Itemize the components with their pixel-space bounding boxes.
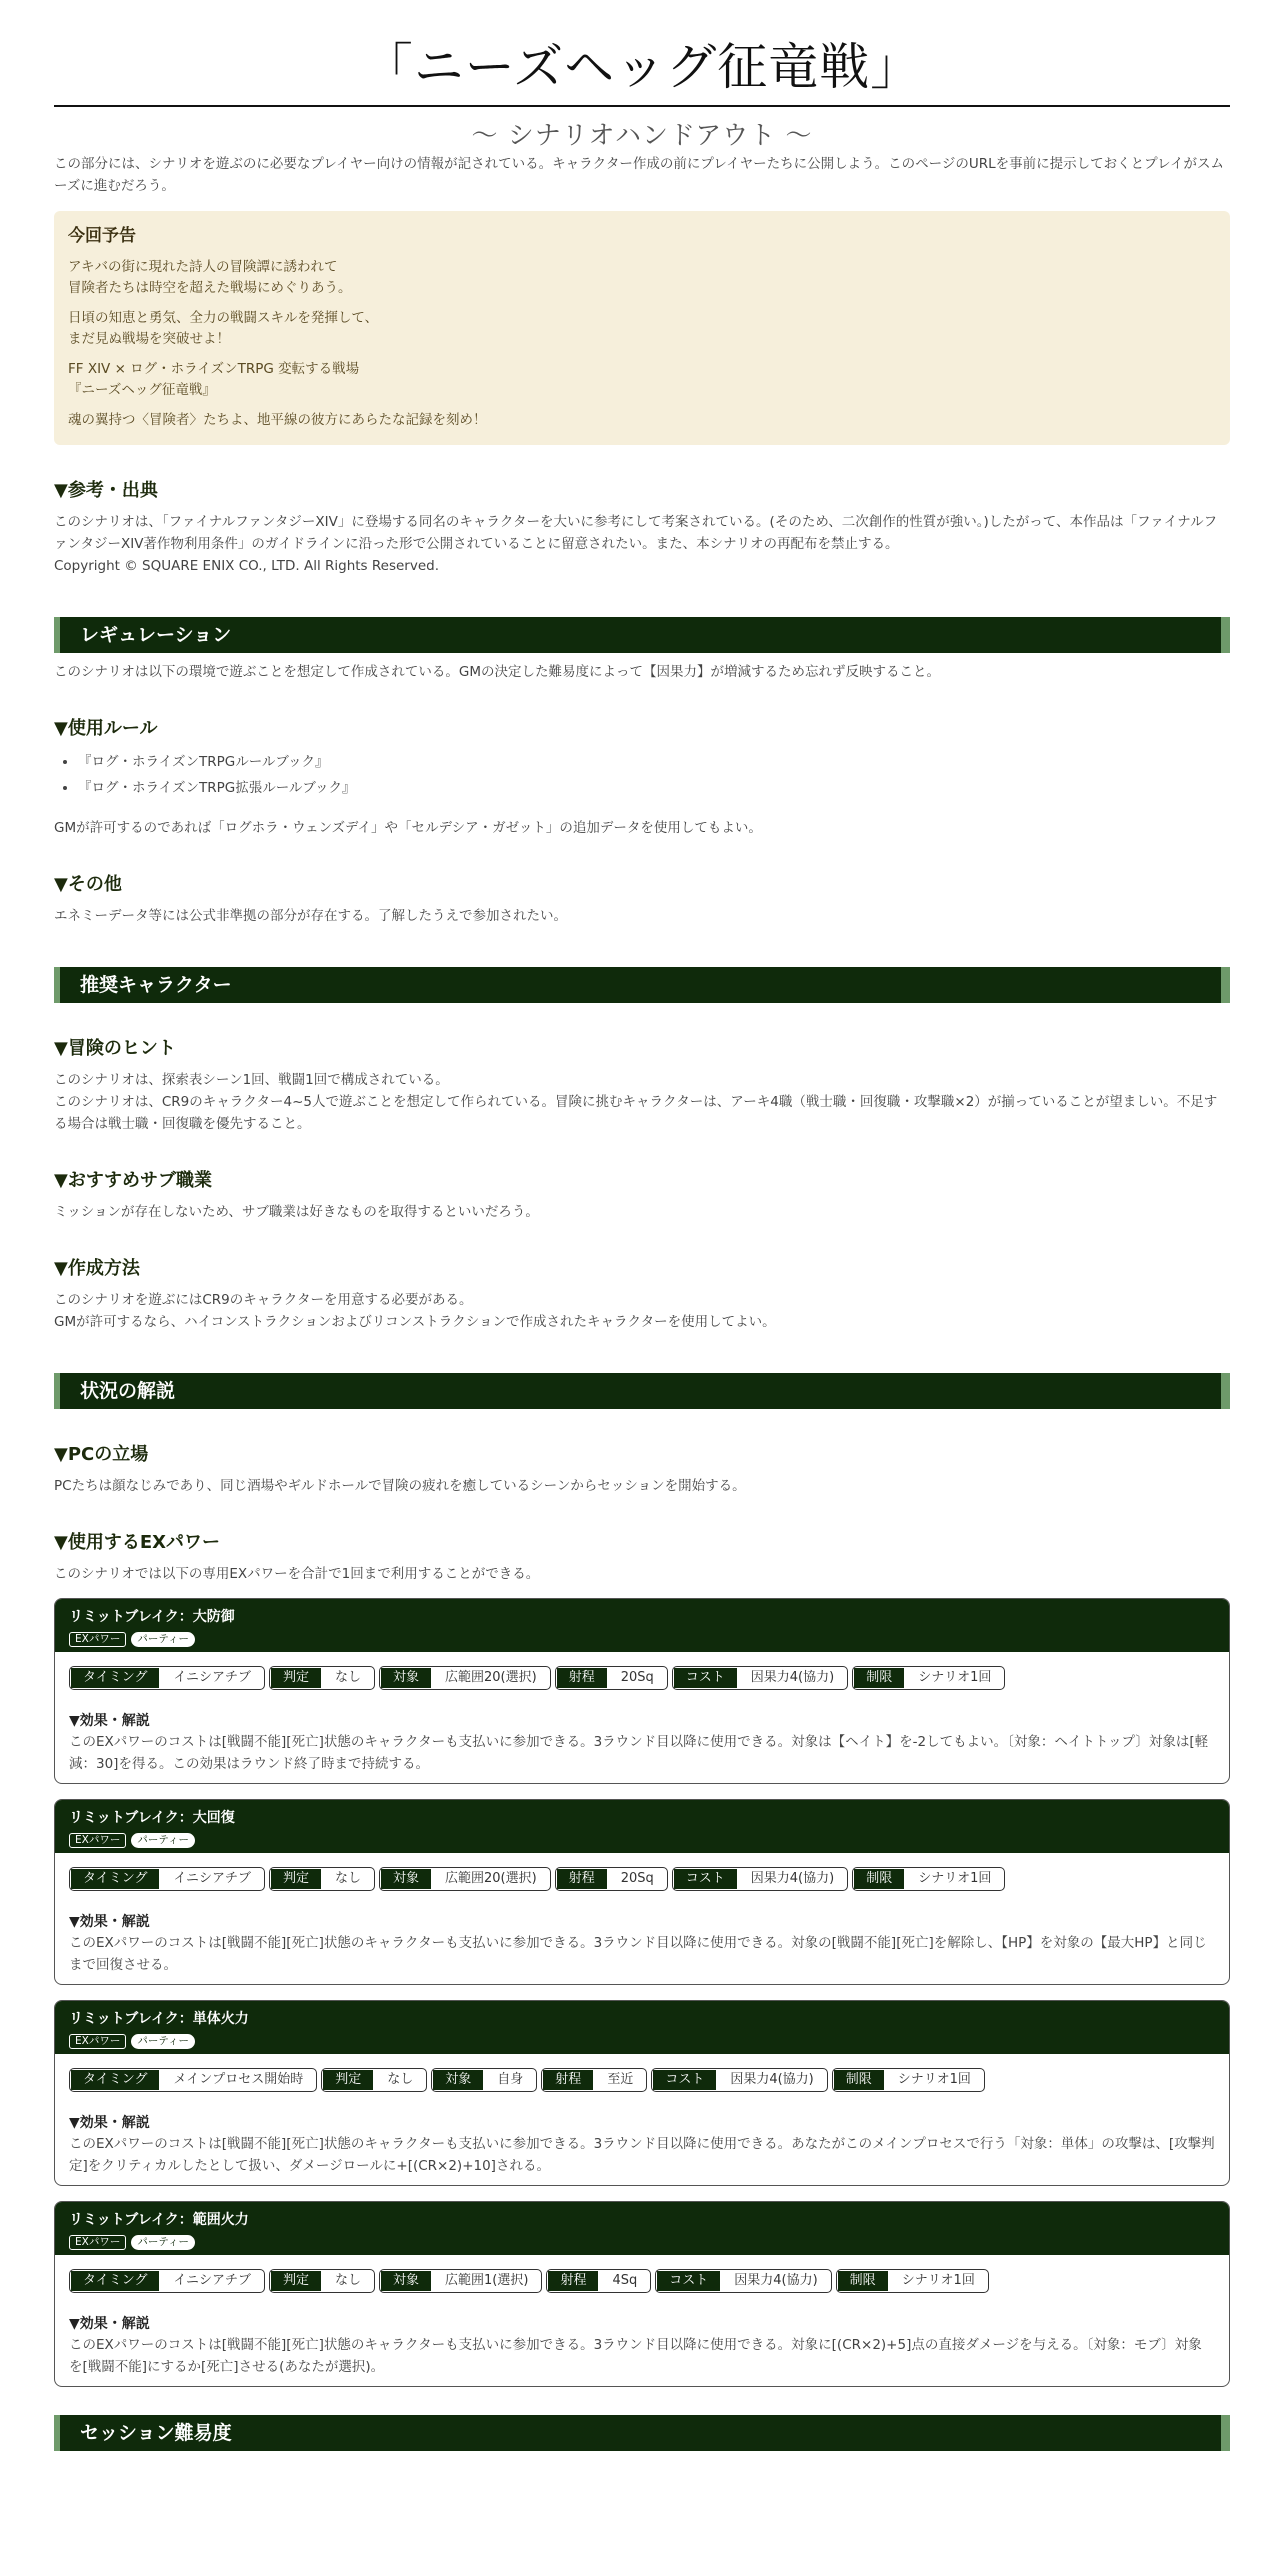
list-item: • 『ログ・ホライズンTRPGルールブック』 [78,749,1230,775]
notice-line: 『ニーズヘッグ征竜戦』 [68,382,216,398]
hint-heading: ▼冒険のヒント [54,1038,176,1059]
power-name: リミットブレイク：大防御 [69,1609,235,1625]
spec-value: 因果力4(協力) [750,1670,835,1685]
spec-item [555,1867,668,1891]
reference-text: このシナリオは、「ファイナルファンタジーXIV」に登場する同名のキャラクターを大いに参考にして考案されている。(そのため、二次創作的性質が強い。)したがって、本作品は「ファイナルファンタジーXIV著作物利用条件」のガイドラインに沿った形で公開されていることに留意されたい。また、本シナリオの再配布を禁止する。 [54,514,1218,552]
effect-heading: ▼効果・解説 [69,2115,150,2131]
spec-row [69,1666,1215,1690]
spec-value: 広範囲1(選択) [445,2273,529,2288]
ex-power-card [54,1799,1230,1985]
spec-value: なし [387,2072,414,2087]
spec-value: 20Sq [620,1871,654,1886]
spec-item [672,1867,848,1891]
spec-row [69,1867,1215,1891]
pc-text: PCたちは顔なじみであり、同じ酒場やギルドホールで冒険の疲れを癒しているシーンからセッションを開始する。 [54,1478,746,1494]
power-tag: EXパワー [69,1833,126,1848]
page-title: 「ニーズヘッグ征竜戦」 [362,38,922,96]
reference-heading: ▼参考・出典 [54,480,158,501]
spec-item [836,2269,989,2293]
title-divider [54,105,1230,107]
power-tags [69,1632,1215,1647]
spec-value: イニシアチブ [173,2273,251,2288]
spec-key: 対象 [433,2070,483,2090]
effect-text: このEXパワーのコストは[戦闘不能][死亡]状態のキャラクターも支払いに参加できる。3ラウンド目以降に使用できる。あなたがこのメインプロセスで行う「対象：単体」の攻撃は、[攻撃判定]をクリティカルしたとして扱い、ダメージロールに+[(CR×2)+10]される。 [69,2136,1215,2174]
spec-item [546,2269,651,2293]
situation-section [54,1373,1230,1585]
power-tags [69,2034,1215,2049]
card-header [55,2202,1229,2255]
spec-key: 射程 [557,1668,607,1688]
rules-heading: ▼使用ルール [54,718,158,739]
notice-title: 今回予告 [68,226,136,246]
spec-value: なし [334,1871,361,1886]
spec-item [269,1867,375,1891]
effect-text: このEXパワーのコストは[戦闘不能][死亡]状態のキャラクターも支払いに参加できる。3ラウンド目以降に使用できる。対象の[戦闘不能][死亡]を解除し、【HP】を対象の【最大HP】と同じまで回復させる。 [69,1935,1207,1973]
spec-key: タイミング [71,2070,159,2090]
difficulty-section [54,2415,1230,2451]
spec-value: なし [334,1670,361,1685]
ex-text: このシナリオでは以下の専用EXパワーを合計で1回まで利用することができる。 [54,1566,540,1582]
effect-heading: ▼効果・解説 [69,1713,150,1729]
regulation-section [54,617,1230,927]
notice-paragraph [68,410,1216,431]
spec-key: コスト [653,2070,716,2090]
spec-value: シナリオ1回 [918,1670,992,1685]
ex-power-card [54,1598,1230,1784]
spec-item [69,2068,317,2092]
spec-item [431,2068,537,2092]
spec-key: タイミング [71,1668,159,1688]
power-name: リミットブレイク：大回復 [69,1810,235,1826]
power-tags [69,2235,1215,2250]
spec-key: 制限 [834,2070,884,2090]
spec-key: 射程 [557,1869,607,1889]
effect-text: このEXパワーのコストは[戦闘不能][死亡]状態のキャラクターも支払いに参加できる。3ラウンド目以降に使用できる。対象に[(CR×2)+5]点の直接ダメージを与える。〔対象：モブ〕対象を[戦闘不能]にするか[死亡]させる(あなたが選択)。 [69,2337,1202,2375]
page-subtitle: ～ シナリオハンドアウト ～ [471,121,813,151]
spec-value: シナリオ1回 [918,1871,992,1886]
ex-power-card [54,2201,1230,2387]
subclass-heading: ▼おすすめサブ職業 [54,1170,213,1191]
pc-heading: ▼PCの立場 [54,1444,149,1465]
spec-key: 制限 [838,2271,888,2291]
copyright-text: Copyright © SQUARE ENIX CO., LTD. All Rights Reserved. [54,558,440,574]
creation-heading: ▼作成方法 [54,1258,140,1279]
regulation-title: レギュレーション [54,617,1230,653]
notice-line: まだ見ぬ戦場を突破せよ！ [68,331,230,347]
card-body [55,2255,1229,2386]
card-header [55,1800,1229,1853]
hint-line: このシナリオは、CR9のキャラクター4~5人で遊ぶことを想定して作られている。冒険に挑むキャラクターは、アーキ4職（戦士職・回復職・攻撃職×2）が揃っていることが望ましい。不足する場合は戦士職・回復職を優先すること。 [54,1094,1218,1132]
spec-value: 広範囲20(選択) [445,1670,537,1685]
spec-value: 自身 [497,2072,524,2087]
rules-list [54,749,1230,801]
spec-value: メインプロセス開始時 [173,2072,304,2087]
card-body [55,1652,1229,1783]
spec-key: 判定 [323,2070,373,2090]
list-item: • 『ログ・ホライズンTRPG拡張ルールブック』 [78,775,1230,801]
recommended-title: 推奨キャラクター [54,967,1230,1003]
recommended-section [54,967,1230,1333]
card-body [55,1853,1229,1984]
power-tag: パーティー [131,1632,195,1647]
spec-item [69,2269,265,2293]
notice-line: FF XIV × ログ・ホライズンTRPG 変転する戦場 [68,361,360,377]
spec-item [541,2068,647,2092]
spec-key: 制限 [854,1668,904,1688]
spec-item [269,2269,375,2293]
ex-power-card [54,2000,1230,2186]
spec-value: 因果力4(協力) [750,1871,835,1886]
spec-item [852,1867,1005,1891]
spec-value: なし [334,2273,361,2288]
spec-row [69,2269,1215,2293]
spec-item [651,2068,827,2092]
power-tag: EXパワー [69,1632,126,1647]
spec-value: 因果力4(協力) [730,2072,814,2087]
spec-key: 対象 [381,2271,431,2291]
notice-line: 魂の翼持つ〈冒険者〉たちよ、地平線の彼方にあらたな記録を刻め！ [68,412,487,428]
card-body [55,2054,1229,2185]
spec-value: 至近 [607,2072,634,2087]
power-tags [69,1833,1215,1848]
spec-item [269,1666,375,1690]
spec-row [69,2068,1215,2092]
creation-line: このシナリオを遊ぶにはCR9のキャラクターを用意する必要がある。 [54,1292,473,1308]
power-tag: EXパワー [69,2235,126,2250]
card-header [55,1599,1229,1652]
power-tag: パーティー [131,1833,195,1848]
spec-key: 射程 [548,2271,598,2291]
notice-paragraph [68,257,1216,299]
spec-key: タイミング [71,1869,159,1889]
spec-value: 4Sq [612,2273,638,2288]
effect-text: このEXパワーのコストは[戦闘不能][死亡]状態のキャラクターも支払いに参加できる。3ラウンド目以降に使用できる。対象は【ヘイト】を-2してもよい。〔対象：ヘイトトップ〕対象は[軽減：30]を得る。この効果はラウンド終了時まで持続する。 [69,1734,1209,1772]
spec-key: コスト [674,1668,737,1688]
situation-title: 状況の解説 [54,1373,1230,1409]
spec-item [852,1666,1005,1690]
spec-item [555,1666,668,1690]
notice-box [54,211,1230,445]
spec-item [69,1867,265,1891]
ex-heading: ▼使用するEXパワー [54,1532,221,1553]
power-tag: EXパワー [69,2034,126,2049]
spec-key: 対象 [381,1668,431,1688]
other-text: エネミーデータ等には公式非準拠の部分が存在する。了解したうえで参加されたい。 [54,908,567,924]
spec-item [69,1666,265,1690]
reference-section [54,479,1230,577]
spec-item [672,1666,848,1690]
spec-value: イニシアチブ [173,1670,251,1685]
spec-item [832,2068,985,2092]
effect-heading: ▼効果・解説 [69,1914,150,1930]
spec-key: 判定 [271,2271,321,2291]
rules-note: GMが許可するのであれば「ログホラ・ウェンズデイ」や「セルデシア・ガゼット」の追加データを使用してもよい。 [54,820,762,836]
spec-key: 射程 [543,2070,593,2090]
regulation-text: このシナリオは以下の環境で遊ぶことを想定して作成されている。GMの決定した難易度によって【因果力】が増減するため忘れず反映すること。 [54,664,940,680]
notice-line: アキバの街に現れた詩人の冒険譚に誘われて [68,259,338,275]
spec-item [321,2068,427,2092]
notice-line: 冒険者たちは時空を超えた戦場にめぐりあう。 [68,280,352,296]
difficulty-title: セッション難易度 [54,2415,1230,2451]
spec-key: コスト [657,2271,720,2291]
spec-item [655,2269,831,2293]
spec-value: 広範囲20(選択) [445,1871,537,1886]
card-header [55,2001,1229,2054]
power-name: リミットブレイク：範囲火力 [69,2212,249,2228]
creation-line: GMが許可するなら、ハイコンストラクションおよびリコンストラクションで作成されたキャラクターを使用してよい。 [54,1314,776,1330]
spec-value: 因果力4(協力) [734,2273,818,2288]
power-name: リミットブレイク：単体火力 [69,2011,249,2027]
spec-value: シナリオ1回 [901,2273,975,2288]
other-heading: ▼その他 [54,874,122,895]
intro-text: この部分には、シナリオを遊ぶのに必要なプレイヤー向けの情報が記されている。キャラクター作成の前にプレイヤーたちに公開しよう。このページのURLを事前に提示しておくとプレイがスムーズに進むだろう。 [54,156,1224,194]
hint-line: このシナリオは、探索表シーン1回、戦闘1回で構成されている。 [54,1072,449,1088]
spec-value: シナリオ1回 [897,2072,971,2087]
spec-key: 判定 [271,1869,321,1889]
power-tag: パーティー [131,2235,195,2250]
spec-value: 20Sq [620,1670,654,1685]
notice-paragraph [68,308,1216,350]
spec-key: 制限 [854,1869,904,1889]
effect-heading: ▼効果・解説 [69,2316,150,2332]
spec-key: 判定 [271,1668,321,1688]
ex-power-list [54,1598,1230,2387]
notice-paragraph [68,359,1216,401]
spec-key: コスト [674,1869,737,1889]
spec-item [379,2269,542,2293]
notice-line: 日頃の知恵と勇気、全力の戦闘スキルを発揮して、 [68,310,379,326]
spec-item [379,1867,551,1891]
spec-key: 対象 [381,1869,431,1889]
spec-value: イニシアチブ [173,1871,251,1886]
spec-item [379,1666,551,1690]
handout-page [54,0,1230,2451]
power-tag: パーティー [131,2034,195,2049]
spec-key: タイミング [71,2271,159,2291]
subclass-text: ミッションが存在しないため、サブ職業は好きなものを取得するといいだろう。 [54,1204,539,1220]
